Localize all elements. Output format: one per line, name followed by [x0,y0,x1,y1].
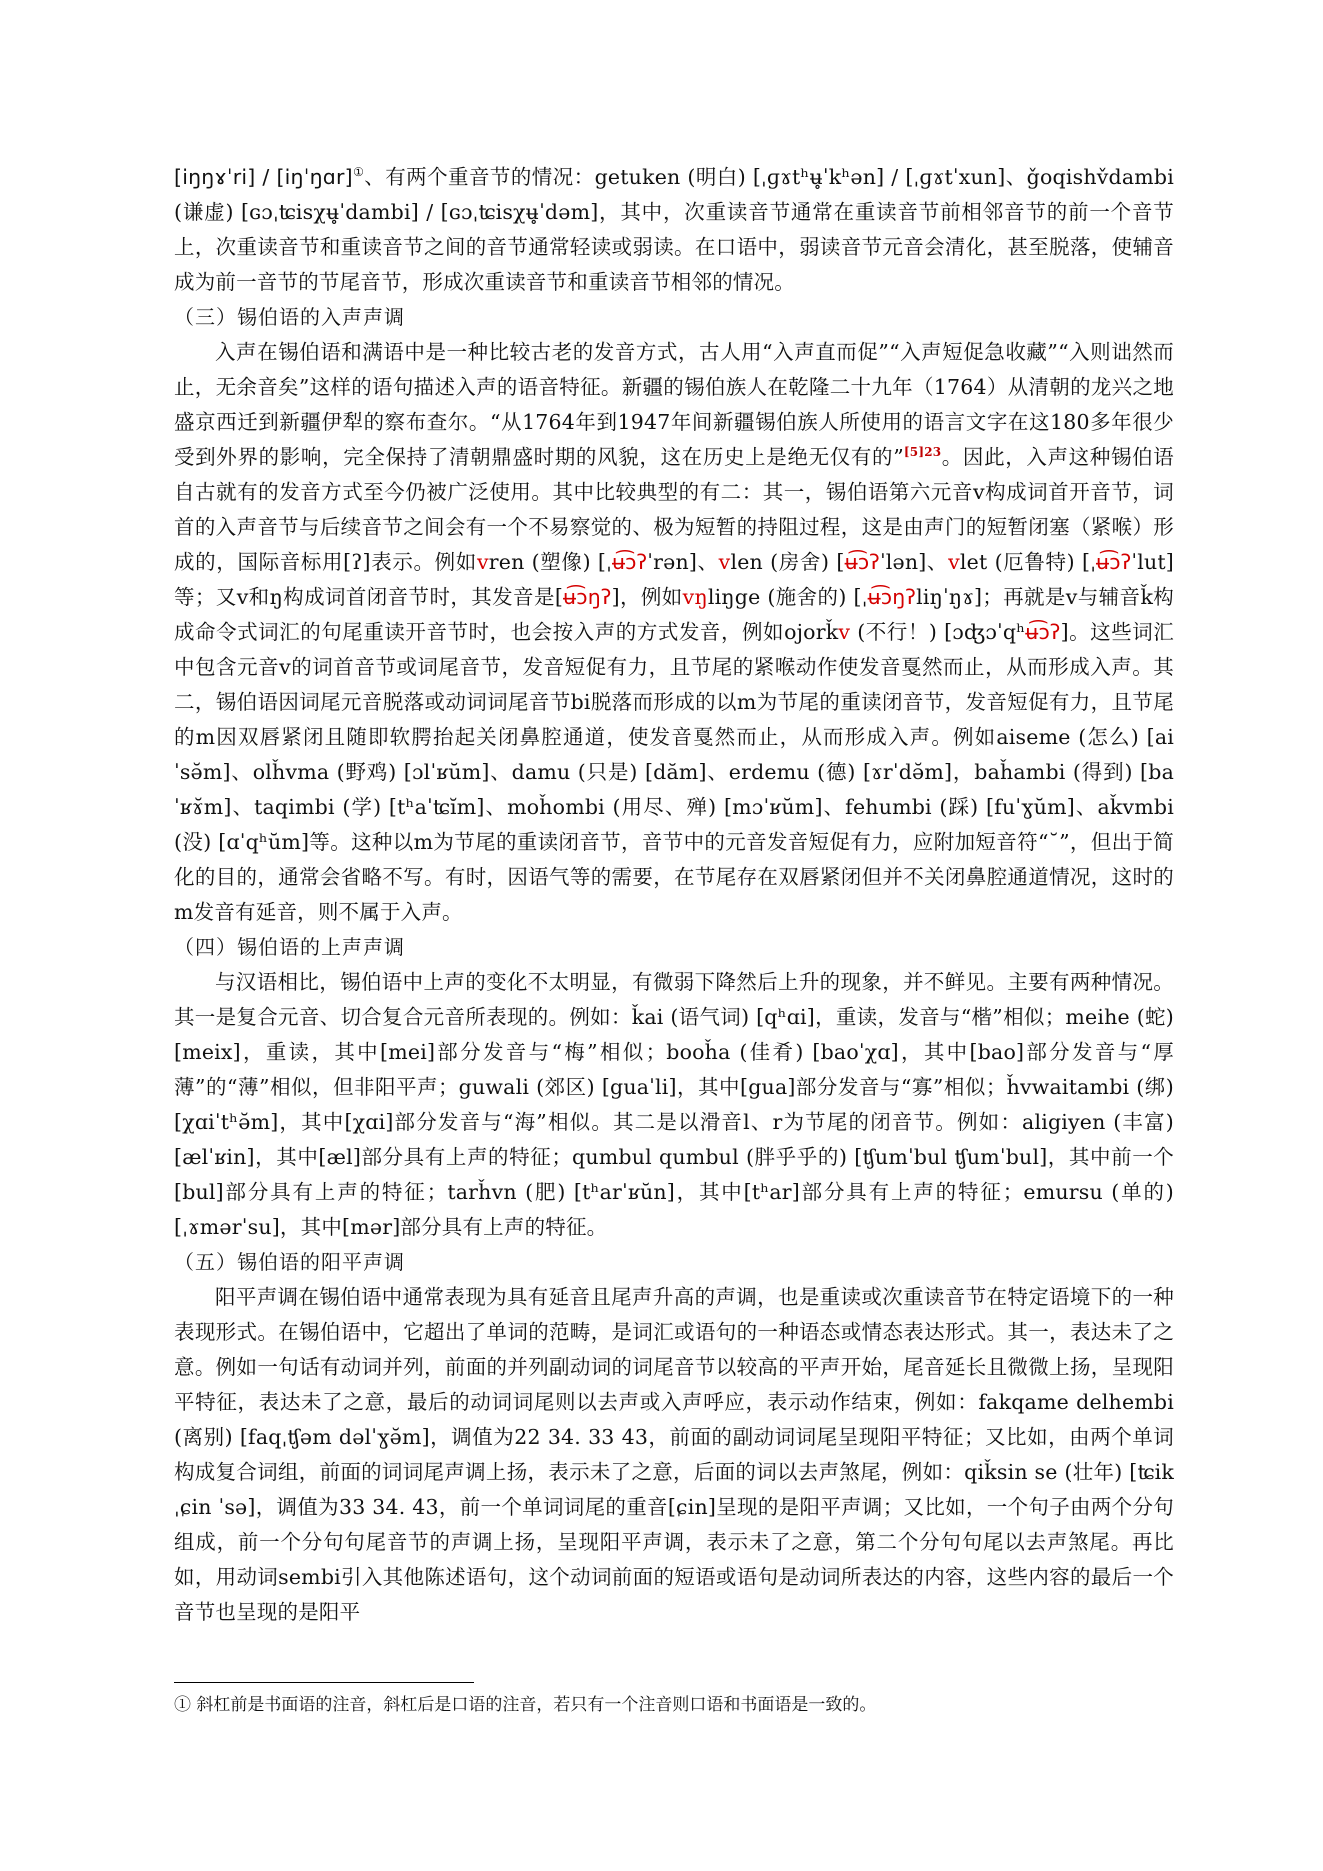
section-heading-5: （五）锡伯语的阳平声调 [174,1250,405,1274]
example-text: ]。这些词汇中包含元音v的词首音节或词尾音节，发音短促有力，且节尾的紧喉动作使发音戛然而止，从而形成入声。其二，锡伯语因词尾元音脱落或动词词尾音节bi脱落而形成的以m为节尾的重读闭音节，发音短促有力，且节尾的m因双唇紧闭且随即软腭抬起关闭鼻腔通道，使发音戛然而止，从而形成入声。例如aiseme (怎么) [aiˈsə̆m]、olȟvma (野鸡) [ɔlˈʁŭm]、damu (只是) [dăm]、erdemu (德) [ɤrˈdə̆m]，baȟambi (得到) [baˈʁɤ̆m]、taqimbi (学) [tʰaˈʨĭm]、moȟombi (用尽、殚) [mɔˈʁŭm]、fehumbi (踩) [fuˈɣŭm]、aǩvmbi (没) [ɑˈqʰŭm]等。这种以m为节尾的重读闭音节，音节中的元音发音短促有力，应附加短音符“˘”，但出于简化的目的，通常会省略不写。有时，因语气等的需要，在节尾存在双唇紧闭但并不关闭鼻腔通道情况，这时的m发音有延音，则不属于入声。 [174,620,1174,924]
highlight-ipa: ʉ͡ɔʔ [1025,620,1061,644]
example-text: ]，例如 [611,585,683,609]
example-text: liŋge (施舍的) [ˌ [707,585,868,609]
highlight-ipa: ʉ͡ɔŋʔ [867,585,917,609]
highlight-letter: vŋ [682,585,708,609]
example-text: liŋˈŋɤ]；再就是v与辅音ǩ构成命令式词汇的句尾重读开音节时，也会按入声的方式发音，例如ojorǩ [174,585,1174,644]
footnote-separator [174,1682,474,1683]
footnote-marker[interactable]: ① [352,165,365,180]
highlight-letter: v [476,550,489,574]
section-heading-3: （三）锡伯语的入声声调 [174,305,405,329]
paragraph-text: 入声在锡伯语和满语中是一种比较古老的发音方式，古人用“入声直而促”“入声短促急收藏”“入则诎然而止，无余音矣”这样的语句描述入声的语音特征。新疆的锡伯族人在乾隆二十九年（1764）从清朝的龙兴之地盛京西迁到新疆伊犁的察布查尔。“从1764年到1947年间新疆锡伯族人所使用的语言文字在这180多年很少受到外界的影响，完全保持了清朝鼎盛时期的风貌，这在历史上是绝无仅有的” [174,340,1174,469]
footnote: ① 斜杠前是书面语的注音，斜杠后是口语的注音，若只有一个注音则口语和书面语是一致的。 [174,1695,877,1715]
body-text [174,160,1174,1630]
highlight-letter: v [718,550,731,574]
highlight-letter: v [838,620,851,644]
example-text: ˈlut]等；又v和ŋ构成词首闭音节时，其发音是[ [174,550,1175,609]
highlight-ipa: ʉ͡ɔʔ [1096,550,1132,574]
paragraph-text: 。因此，入声这种锡伯语自古就有的发音方式至今仍被广泛使用。其中比较典型的有二：其一，锡伯语第六元音v构成词首开音节，词首的入声音节与后续音节之间会有一个不易察觉的、极为短暂的持阻过程，这是由声门的短暂闭塞（紧喉）形成的，国际音标用[ʔ]表示。例如 [174,445,1175,574]
example-text: ˈrən]、 [647,550,719,574]
paragraph [174,335,1174,930]
paragraph-text: 、有两个重音节的情况：getuken (明白) [ˌɡɤtʰʉ̥ˈkʰən] / [ˌɡɤtˈxun]、ǧoqishv̌dambi (谦虚) [ɢɔˌʨisχʉ̥ˈdambi] / [ɢɔˌʨisχʉ̥ˈdəm]，其中，次重读音节通常在重读音节前相邻音节的前一个音节上，次重读音节和重读音节之间的音节通常轻读或弱读。在口语中，弱读音节元音会清化，甚至脱落，使辅音成为前一音节的节尾音节，形成次重读音节和重读音节相邻的情况。 [174,165,1174,294]
example-text: let (厄鲁特) [ˌ [959,550,1097,574]
highlight-ipa: ʉ͡ɔŋʔ [563,585,612,609]
paragraph: 与汉语相比，锡伯语中上声的变化不太明显，有微弱下降然后上升的现象，并不鲜见。主要有两种情况。其一是复合元音、切合复合元音所表现的。例如：ǩai (语气词) [qʰɑi]，重读，发音与“楷”相似；meihe (蛇) [meix]，重读，其中[mei]部分发音与“梅”相似；booȟa (佳肴) [baoˈχɑ]，其中[bao]部分发音与“厚薄”的“薄”相似，但非阳平声；guwali (郊区) [guaˈli]，其中[gua]部分发音与“寡”相似；ȟvwaitambi (绑) [χɑiˈtʰə̆m]，其中[χɑi]部分发音与“海”相似。其二是以滑音l、r为节尾的闭音节。例如：aligiyen (丰富) [ælˈʁin]，其中[æl]部分具有上声的特征；qumbul qumbul (胖乎乎的) [ʧumˈbul ʧumˈbul]，其中前一个[bul]部分具有上声的特征；tarȟvn (肥) [tʰarˈʁŭn]，其中[tʰar]部分具有上声的特征；emursu (单的) [ˌɤmərˈsu]，其中[mər]部分具有上声的特征。 [174,970,1174,1239]
ipa-transcription: [iŋŋɤˈri] / [iŋˈŋɑr] [174,165,353,189]
example-text: ren (塑像) [ˌ [488,550,612,574]
example-text: (不行！) [ɔʤɔˈqʰ [850,620,1026,644]
example-text: len (房舍) [ [730,550,845,574]
highlight-letter: v [948,550,960,574]
highlight-ipa: ʉ͡ɔʔ [844,550,880,574]
paragraph [174,160,1174,300]
highlight-ipa: ʉ͡ɔʔ [611,550,648,574]
section-heading-4: （四）锡伯语的上声声调 [174,935,405,959]
citation-link[interactable]: [5]23 [903,445,942,460]
example-text: ˈlən]、 [879,550,949,574]
paragraph: 阳平声调在锡伯语中通常表现为具有延音且尾声升高的声调，也是重读或次重读音节在特定语境下的一种表现形式。在锡伯语中，它超出了单词的范畴，是词汇或语句的一种语态或情态表达形式。其一，表达未了之意。例如一句话有动词并列，前面的并列副动词的词尾音节以较高的平声开始，尾音延长且微微上扬，呈现阳平特征，表达未了之意，最后的动词词尾则以去声或入声呼应，表示动作结束，例如：fakqame delhembi (离别) [faqˌʧəm dəlˈɣə̆m]，调值为22 34. 33 43，前面的副动词词尾呈现阳平特征；又比如，由两个单词构成复合词组，前面的词词尾声调上扬，表示未了之意，后面的词以去声煞尾，例如：qiǩsin se (壮年) [ʨikˌɕin ˈsə]，调值为33 34. 43，前一个单词词尾的重音[ɕin]呈现的是阳平声调；又比如，一个句子由两个分句组成，前一个分句句尾音节的声调上扬，呈现阳平声调，表示未了之意，第二个分句句尾以去声煞尾。再比如，用动词sembi引入其他陈述语句，这个动词前面的短语或语句是动词所表达的内容，这些内容的最后一个音节也呈现的是阳平 [174,1285,1174,1624]
